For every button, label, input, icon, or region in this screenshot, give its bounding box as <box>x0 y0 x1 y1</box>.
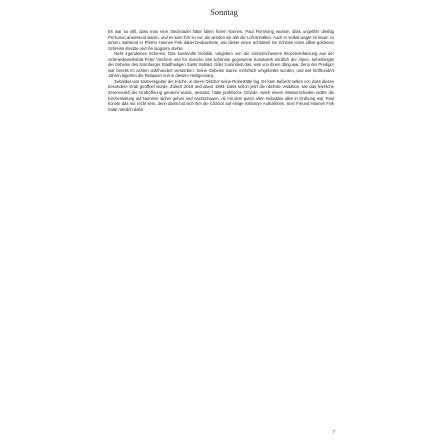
chapter-body <box>108 29 334 112</box>
paragraph-1: Es war so still, dass man eine Stecknadel hätte fallen hören können. Paul Flemming wusste, dass ungefähr dreißig Personen anwesend waren, und es kam ihm so vor, als würden sie alle die Luft anhalten. Auch er selbst wagte es kaum zu atmen, während er Pfarrer Hannes Fink dabei beobachtete, wie dieser einen Schlüssel ins Schloss eines silber-goldenen Schreins steckte und ihn langsam drehte. <box>108 29 334 51</box>
paragraph-3: Sebaldus war Namensgeber der Kirche, in deren Ostchor seine Ruhestätte lag. Es kam äußerst selten vor, dass dieses besondere Grab geöffnet wurde. Zuletzt 2019 und davor 1993. Dass schon jetzt die nächste Visitation, wie das feierliche Zeremoniell der Graböffnung genannt wurde, anstand, hatte praktische Gründe. Nach einem Wasserschaden wollte die Kirchenleitung auf Nummer sicher gehen und nachschauen, ob mit dem guten alten Sebaldus alles in Ordnung war. Paul konnte das nur recht sein, denn damit bot sich ihm die Chance auf einige exklusive Aufnahmen. Sein Freund Hannes Fink hatte nämlich dafür <box>108 78 334 112</box>
chapter-heading: Sonntag <box>210 7 238 17</box>
page-number: 7 <box>332 429 335 434</box>
paragraph-2: Nicht irgendeines Schreins. Das kunstvolle Gebilde, umgeben von der tonnenschweren Bronzeeinfassung aus der Schmiedewerkstatt Peter Vischers und für manche das schönste gegossene Kunstwerk nördlich der Alpen, beherbergte die Gebeine des Nürnberger Stadtheiligen Sankt Sebald. Oder zumindest das, was von ihnen übrig war, denn der Prediger war bereits im achten Jahrhundert verstorben. Seine Gebeine waren mehrfach umgebettet worden, und seit fünfhundert Jahren lagerten die Reliquien nun in diesem Heiligensarg. <box>108 51 334 79</box>
